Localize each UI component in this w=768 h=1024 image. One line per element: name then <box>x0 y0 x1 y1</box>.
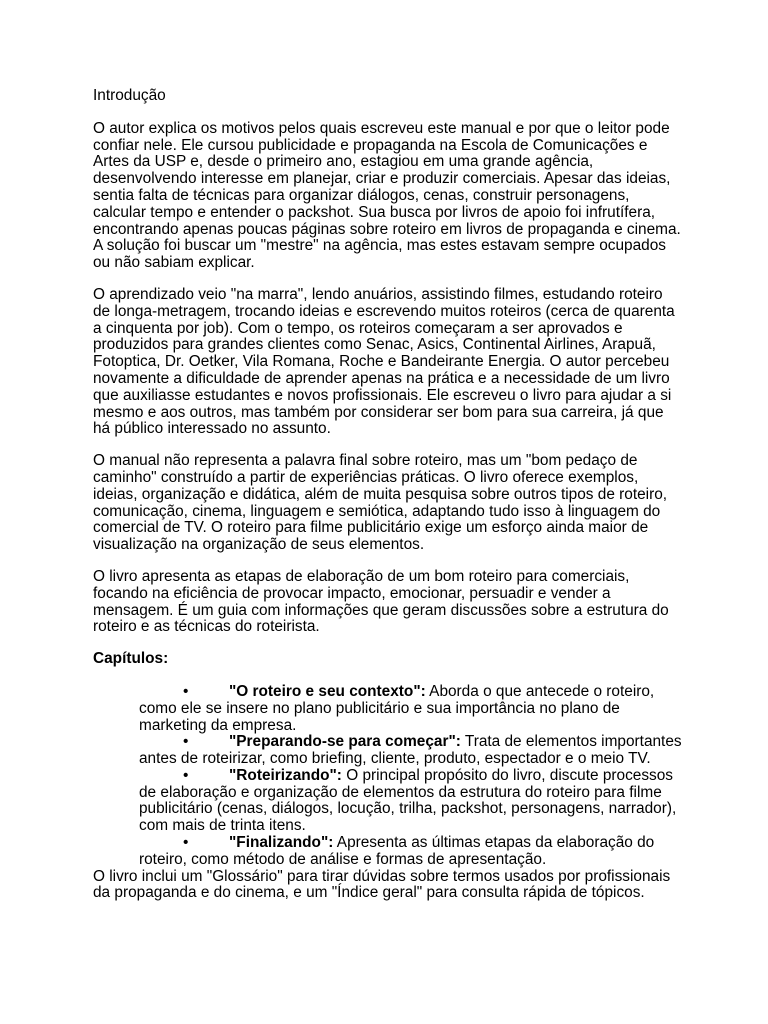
chapter-list <box>93 684 683 869</box>
paragraph-manual-scope: O manual não representa a palavra final sobre roteiro, mas um "bom pedaço de caminho" construído a partir de experiências práticas. O livro oferece exemplos, ideias, organização e didática, além de muita pesquisa sobre outros tipos de roteiro, comunicação, cinema, linguagem e semiótica, adaptando tudo isso à linguagem do comercial de TV. O roteiro para filme publicitário exige um esforço ainda maior de visualização na organização de seus elementos. <box>93 452 668 554</box>
intro-heading: Introdução <box>93 87 166 104</box>
chapter-description: Apresenta as últimas etapas da elaboração do roteiro, como método de análise e formas de apresentação. <box>139 834 655 868</box>
bullet-icon: • <box>183 834 189 852</box>
chapter-description: O principal propósito do livro, discute processos de elaboração e organização de elementos da estrutura do roteiro para filme publicitário (cenas, diálogos, locução, trilha, packshot, personagens, narrador), com mais de trinta itens. <box>139 766 677 835</box>
chapter-item <box>139 835 683 869</box>
chapter-title: "O roteiro e seu contexto": <box>229 682 426 700</box>
chapter-title: "Finalizando": <box>229 834 334 852</box>
paragraph-motivation: O autor explica os motivos pelos quais escreveu este manual e por que o leitor pode confiar nele. Ele cursou publicidade e propaganda na Escola de Comunicações e Artes da USP e, desde o primeiro ano, estagiou em uma grande agência, desenvolvendo interesse em planejar, criar e produzir comerciais. Apesar das ideias, sentia falta de técnicas para organizar diálogos, cenas, construir personagens, calcular tempo e entender o packshot. Sua busca por livros de apoio foi infrutífera, encontrando apenas poucas páginas sobre roteiro em livros de propaganda e cinema. A solução foi buscar um "mestre" na agência, mas estes estavam sempre ocupados ou não sabiam explicar. <box>93 119 681 272</box>
bullet-icon: • <box>183 733 189 751</box>
closing-paragraph: O livro inclui um "Glossário" para tirar dúvidas sobre termos usados por profissionais da propaganda e do cinema, e um "Índice geral" para consulta rápida de tópicos. <box>93 867 671 902</box>
bullet-icon: • <box>183 682 189 700</box>
chapter-item <box>139 734 683 768</box>
chapter-title: "Preparando-se para começar": <box>229 733 461 751</box>
chapter-item <box>139 768 683 835</box>
paragraph-book-summary: O livro apresenta as etapas de elaboração de um bom roteiro para comerciais, focando na eficiência de provocar impacto, emocionar, persuadir e vender a mensagem. É um guia com informações que geram discussões sobre a estrutura do roteiro e as técnicas do roteirista. <box>93 567 669 636</box>
chapter-item <box>139 684 683 734</box>
document-page <box>93 88 683 917</box>
chapters-heading: Capítulos: <box>93 650 169 668</box>
chapter-title: "Roteirizando": <box>229 766 342 784</box>
paragraph-learning: O aprendizado veio "na marra", lendo anuários, assistindo filmes, estudando roteiro de longa-metragem, trocando ideias e escrevendo muitos roteiros (cerca de quarenta a cinquenta por job). Com o tempo, os roteiros começaram a ser aprovados e produzidos para grandes clientes como Senac, Asics, Continental Airlines, Arapuã, Fotoptica, Dr. Oetker, Vila Romana, Roche e Bandeirante Energia. O autor percebeu novamente a dificuldade de aprender apenas na prática e a necessidade de um livro que auxiliasse estudantes e novos profissionais. Ele escreveu o livro para ajudar a si mesmo e aos outros, mas também por considerar ser bom para sua carreira, já que há público interessado no assunto. <box>93 285 675 438</box>
chapter-description: Aborda o que antecede o roteiro, como ele se insere no plano publicitário e sua importância no plano de marketing da empresa. <box>139 682 655 734</box>
bullet-icon: • <box>183 766 189 784</box>
chapter-description: Trata de elementos importantes antes de roteirizar, como briefing, cliente, produto, espectador e o meio TV. <box>139 733 682 768</box>
